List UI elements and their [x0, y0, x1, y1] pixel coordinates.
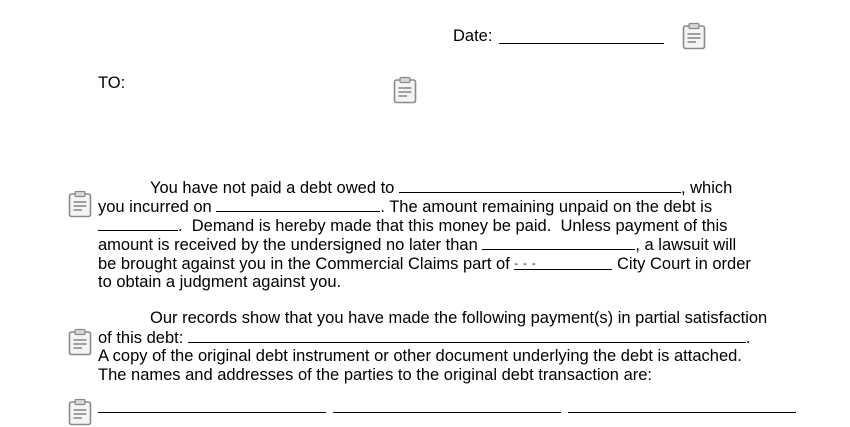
para1-line5 [98, 255, 751, 274]
party-field-2[interactable] [333, 412, 561, 413]
to-label: TO: [98, 74, 126, 92]
para1-line2-text-a: you incurred on [98, 198, 212, 216]
amount-unpaid-field[interactable] [98, 216, 178, 231]
para1-line3-text: . Demand is hereby made that this money be paid. Unless payment of this [178, 217, 728, 235]
para2-line1: Our records show that you have made the following payment(s) in partial satisfaction [150, 309, 768, 327]
incurred-date-field[interactable] [216, 197, 380, 212]
para1-line5-text-b: City Court in order [616, 255, 751, 273]
party-field-3[interactable] [568, 412, 796, 413]
para2-line3: A copy of the original debt instrument or other document underlying the debt is attached. [98, 347, 742, 365]
para1-line1-text-a: You have not paid a debt owed to [150, 179, 395, 197]
para1-line2-text-b: . The amount remaining unpaid on the debt is [380, 198, 713, 216]
para2-line2-text-b: . [745, 329, 751, 347]
para2-line2 [98, 328, 751, 348]
date-field[interactable] [499, 28, 664, 44]
para1-line5-text-a: be brought against you in the Commercial Claims part of [98, 255, 510, 273]
payments-field[interactable] [188, 328, 746, 343]
date-label: Date: [453, 27, 493, 45]
party-field-1[interactable] [98, 412, 326, 413]
clipboard-icon[interactable] [681, 22, 707, 50]
para1-line3 [98, 216, 727, 236]
clipboard-icon[interactable] [392, 76, 418, 104]
para1-line6: to obtain a judgment against you. [98, 273, 342, 291]
clipboard-icon[interactable] [67, 328, 93, 356]
para1-line1-text-b: , which [680, 179, 733, 197]
para2-line4: The names and addresses of the parties to the original debt transaction are: [98, 366, 652, 384]
city-court-field[interactable] [514, 255, 612, 270]
para2-line2-text-a: of this debt: [98, 329, 184, 347]
para1-line2 [98, 197, 712, 217]
para1-line4 [98, 235, 736, 255]
para1-line4-text-a: amount is received by the undersigned no later than [98, 236, 478, 254]
para1-line4-text-b: , a lawsuit will [635, 236, 737, 254]
creditor-field[interactable] [399, 178, 681, 193]
para1-line1 [150, 178, 732, 198]
clipboard-icon[interactable] [67, 398, 93, 426]
city-court-dashes: - - - [514, 258, 537, 270]
clipboard-icon[interactable] [67, 190, 93, 218]
deadline-date-field[interactable] [482, 235, 635, 250]
